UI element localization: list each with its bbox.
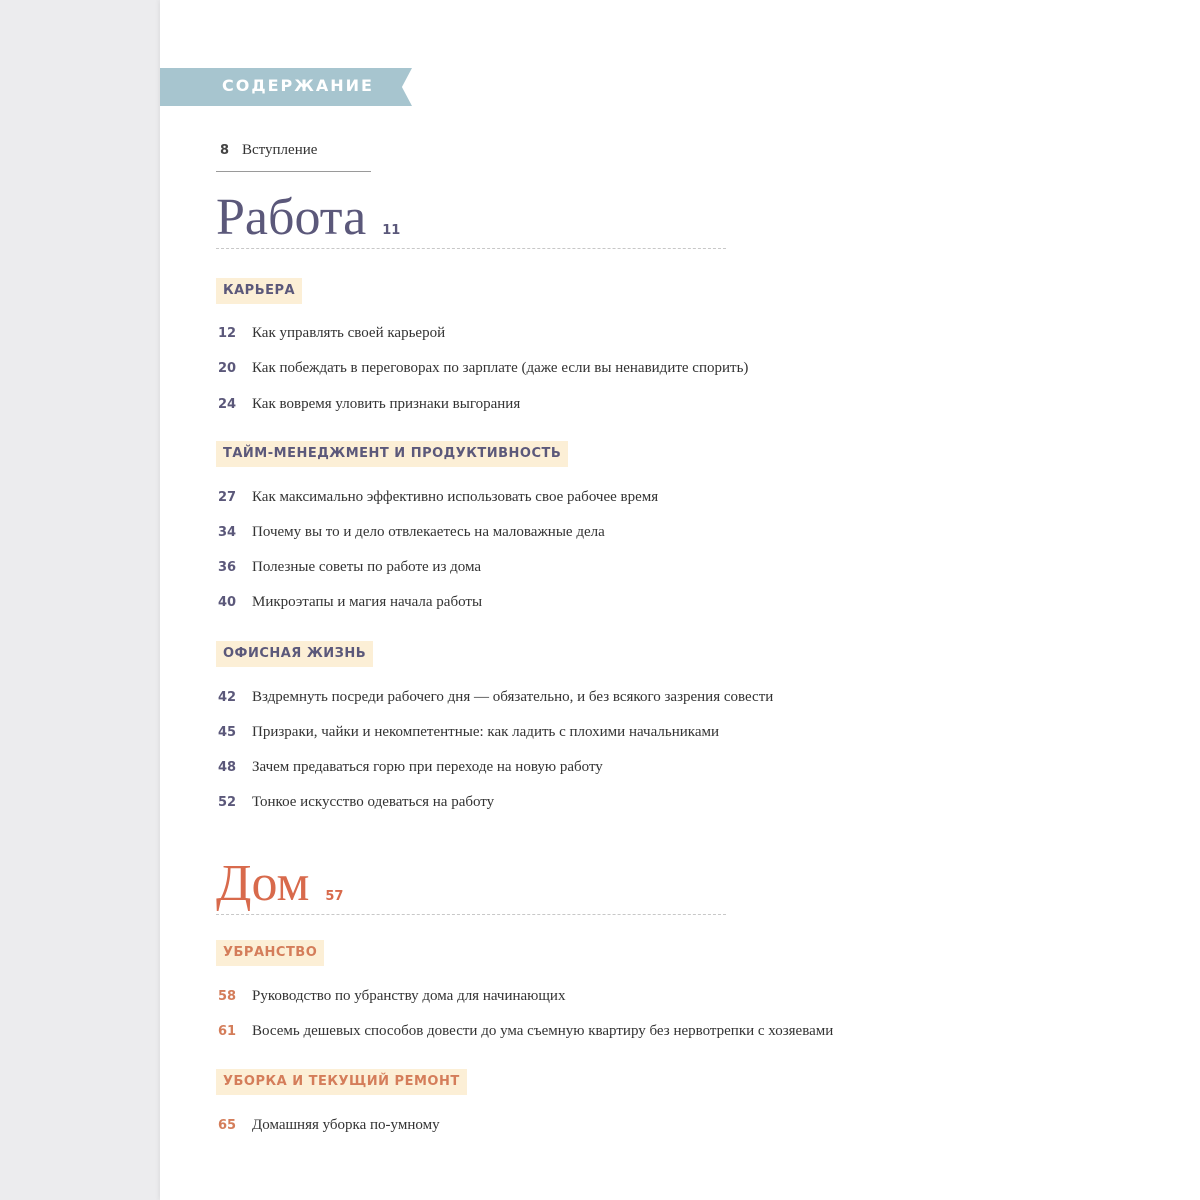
toc-entry[interactable] bbox=[218, 794, 494, 811]
toc-entry[interactable] bbox=[218, 1117, 440, 1134]
toc-entry[interactable] bbox=[218, 360, 748, 377]
section-heading-home[interactable] bbox=[216, 855, 344, 912]
entry-page-number: 65 bbox=[218, 1118, 237, 1133]
entry-title: Как управлять своей карьерой bbox=[252, 325, 446, 341]
toc-entry[interactable] bbox=[218, 594, 482, 611]
entry-title: Зачем предаваться горю при переходе на новую работу bbox=[252, 759, 603, 775]
toc-entry[interactable] bbox=[218, 689, 773, 706]
entry-page-number: 40 bbox=[218, 595, 237, 610]
entry-title: Как максимально эффективно использовать свое рабочее время bbox=[252, 489, 659, 505]
entry-page-number: 27 bbox=[218, 490, 237, 505]
subsection-career: КАРЬЕРА bbox=[216, 278, 302, 304]
entry-title: Вздремнуть посреди рабочего дня — обязательно, и без всякого зазрения совести bbox=[252, 689, 774, 705]
book-page bbox=[160, 0, 1200, 1200]
contents-heading: СОДЕРЖАНИЕ bbox=[222, 76, 374, 95]
entry-page-number: 34 bbox=[218, 525, 237, 540]
subsection-decor: УБРАНСТВО bbox=[216, 940, 324, 966]
entry-title: Полезные советы по работе из дома bbox=[252, 559, 482, 575]
entry-page-number: 12 bbox=[218, 326, 237, 341]
entry-title: Восемь дешевых способов довести до ума съемную квартиру без нервотрепки с хозяевами bbox=[252, 1023, 834, 1039]
entry-page-number: 20 bbox=[218, 361, 237, 376]
entry-title: Как вовремя уловить признаки выгорания bbox=[252, 396, 521, 412]
entry-page-number: 42 bbox=[218, 690, 237, 705]
section-page-number: 57 bbox=[325, 889, 344, 904]
toc-entry[interactable] bbox=[218, 489, 658, 506]
entry-title: Почему вы то и дело отвлекаетесь на маловажные дела bbox=[252, 524, 605, 540]
toc-entry[interactable] bbox=[218, 325, 445, 342]
entry-page-number: 36 bbox=[218, 560, 237, 575]
entry-page-number: 52 bbox=[218, 795, 237, 810]
entry-title: Вступление bbox=[242, 142, 318, 158]
section-heading-work[interactable] bbox=[216, 189, 401, 246]
subsection-office-life: ОФИСНАЯ ЖИЗНЬ bbox=[216, 641, 373, 667]
section-title: Работа bbox=[216, 189, 367, 246]
toc-entry[interactable] bbox=[218, 759, 603, 776]
entry-page-number: 48 bbox=[218, 760, 237, 775]
entry-title: Призраки, чайки и некомпетентные: как ладить с плохими начальниками bbox=[252, 724, 719, 740]
section-title: Дом bbox=[216, 855, 310, 912]
section-page-number: 11 bbox=[382, 223, 401, 238]
toc-entry[interactable] bbox=[218, 524, 605, 541]
toc-entry[interactable] bbox=[218, 724, 719, 741]
subsection-cleaning-repair: УБОРКА И ТЕКУЩИЙ РЕМОНТ bbox=[216, 1069, 467, 1095]
toc-entry[interactable] bbox=[218, 1023, 833, 1040]
subsection-time-management: ТАЙМ-МЕНЕДЖМЕНТ И ПРОДУКТИВНОСТЬ bbox=[216, 441, 568, 467]
divider bbox=[216, 171, 371, 172]
divider bbox=[216, 914, 726, 915]
entry-title: Тонкое искусство одеваться на работу bbox=[252, 794, 495, 810]
entry-title: Как побеждать в переговорах по зарплате (даже если вы ненавидите спорить) bbox=[252, 360, 749, 376]
intro-entry[interactable] bbox=[220, 142, 317, 159]
entry-page-number: 45 bbox=[218, 725, 237, 740]
toc-entry[interactable] bbox=[218, 988, 565, 1005]
entry-page-number: 58 bbox=[218, 989, 237, 1004]
entry-page-number: 24 bbox=[218, 397, 237, 412]
entry-page-number: 61 bbox=[218, 1024, 237, 1039]
divider bbox=[216, 248, 726, 249]
entry-title: Микроэтапы и магия начала работы bbox=[252, 594, 483, 610]
entry-page-number: 8 bbox=[220, 143, 230, 158]
entry-title: Домашняя уборка по-умному bbox=[252, 1117, 440, 1133]
toc-entry[interactable] bbox=[218, 396, 520, 413]
toc-entry[interactable] bbox=[218, 559, 481, 576]
entry-title: Руководство по убранству дома для начинающих bbox=[252, 988, 566, 1004]
